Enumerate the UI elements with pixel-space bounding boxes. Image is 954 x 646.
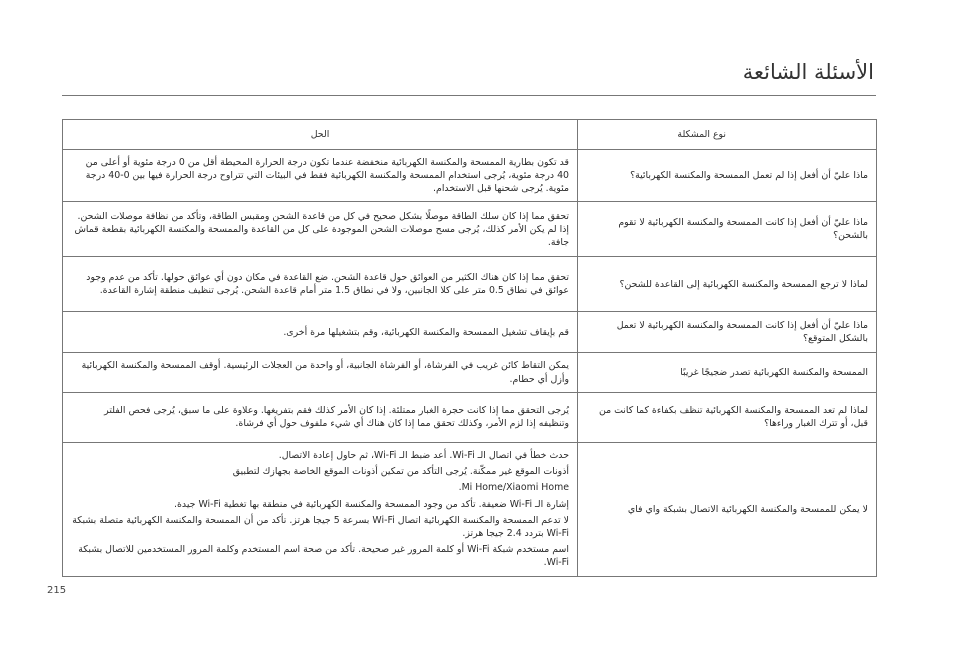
solution-text: تحقق مما إذا كان سلك الطاقة موصلًا بشكل صحيح في كل من قاعدة الشحن ومقبس الطاقة، وتأكد من نظافة موصلات الشحن. إذا لم يكن الأمر كذلك، يُرجى مسح موصلات الشحن الموجودة على كل من القاعدة والممسحة والمكنسة الكهربائية بقطعة قماش جافة. — [74, 210, 569, 249]
page-number: 215 — [47, 585, 67, 596]
solution-text: Mi Home/Xiaomi Home. — [458, 482, 569, 494]
solution-text: حدث خطأ في اتصال الـ Wi-Fi. أعد ضبط الـ Wi-Fi، ثم حاول إعادة الاتصال. — [278, 450, 569, 462]
solution-text: يمكن التقاط كائن غريب في الفرشاة، أو الفرشاة الجانبية، أو واحدة من العجلات الرئيسية. أوقف الممسحة والمكنسة الكهربائية وأزل أي حطام. — [81, 360, 569, 385]
title-divider — [62, 95, 876, 96]
solution-text: اسم مستخدم شبكة Wi-Fi أو كلمة المرور غير صحيحة. تأكد من صحة اسم المستخدم وكلمة المرور المستخدمين للاتصال بشبكة Wi-Fi. — [78, 544, 569, 569]
problem-cell: الممسحة والمكنسة الكهربائية تصدر ضجيجًا غريبًا — [578, 353, 877, 392]
solution-cell — [63, 392, 578, 442]
table-row — [63, 312, 877, 353]
problem-cell: لماذا لم تعد الممسحة والمكنسة الكهربائية تنظف بكفاءة كما كانت من قبل، أو تترك الغبار وراءها؟ — [578, 392, 877, 442]
problem-cell: ماذا عليّ أن أفعل إذا كانت الممسحة والمكنسة الكهربائية لا تعمل بالشكل المتوقع؟ — [578, 312, 877, 353]
table-row — [63, 257, 877, 312]
solution-cell — [63, 150, 578, 202]
solution-cell — [63, 312, 578, 353]
table-row — [63, 202, 877, 257]
solution-cell — [63, 202, 578, 257]
table-row — [63, 442, 877, 576]
solution-text: قد تكون بطارية الممسحة والمكنسة الكهربائية منخفضة عندما تكون درجة الحرارة المحيطة أقل من 0 درجة مئوية أو أعلى من 40 درجة مئوية، يُرجى استخدام الممسحة والمكنسة الكهربائية فقط في البيئات التي تتراوح درجة الحرارة فيها بين 0-40 درجة مئوية. يُرجى شحنها قبل الاستخدام. — [85, 157, 569, 195]
header-solution: الحل — [63, 120, 578, 150]
problem-cell: ماذا عليّ أن أفعل إذا لم تعمل الممسحة والمكنسة الكهربائية؟ — [578, 150, 877, 202]
solution-text: يُرجى التحقق مما إذا كانت حجرة الغبار ممتلئة. إذا كان الأمر كذلك فقم بتفريغها. وعلاوة على ما سبق، يُرجى فحص الفلتر وتنظيفه إذا لزم الأمر، وكذلك تحقق مما إذا كان هناك أي شيء ملفوف حول أي فرشاة. — [104, 405, 569, 430]
faq-table-body — [63, 150, 877, 577]
faq-table — [62, 119, 877, 577]
header-problem-type: نوع المشكلة — [578, 120, 877, 150]
problem-cell: لماذا لا ترجع الممسحة والمكنسة الكهربائية إلى القاعدة للشحن؟ — [578, 257, 877, 312]
solution-text: تحقق مما إذا كان هناك الكثير من العوائق حول قاعدة الشحن. ضع القاعدة في مكان دون أي عوائق حولها. تأكد من عدم وجود عوائق في نطاق 0.5 متر على كلا الجانبين، ولا في نطاق 1.5 متر أمام قاعدة الشحن. يُرجى تنظيف منطقة إشارة القاعدة. — [86, 272, 569, 297]
solution-cell — [63, 353, 578, 392]
solution-cell — [63, 442, 578, 576]
solution-text: إشارة الـ Wi-Fi ضعيفة. تأكد من وجود الممسحة والمكنسة الكهربائية في منطقة بها تغطية Wi-Fi جيدة. — [174, 498, 569, 510]
solution-text: قم بإيقاف تشغيل الممسحة والمكنسة الكهربائية، وقم بتشغيلها مرة أخرى. — [283, 326, 569, 338]
solution-text: لا تدعم الممسحة والمكنسة الكهربائية اتصال Wi-Fi بسرعة 5 جيجا هرتز. تأكد من أن الممسحة والمكنسة الكهربائية متصلة بشبكة Wi-Fi بتردد 2.4 جيجا هرتز. — [72, 514, 569, 539]
solution-text: أذونات الموقع غير ممكّنة. يُرجى التأكد من تمكين أذونات الموقع الخاصة بجهازك لتطبيق — [232, 466, 569, 478]
table-row — [63, 150, 877, 202]
table-header-row — [63, 120, 877, 150]
table-row — [63, 353, 877, 392]
solution-cell — [63, 257, 578, 312]
problem-cell: لا يمكن للممسحة والمكنسة الكهربائية الاتصال بشبكة واي فاي — [578, 442, 877, 576]
problem-cell: ماذا عليّ أن أفعل إذا كانت الممسحة والمكنسة الكهربائية لا تقوم بالشحن؟ — [578, 202, 877, 257]
page-title: الأسئلة الشائعة — [742, 60, 874, 84]
table-row — [63, 392, 877, 442]
